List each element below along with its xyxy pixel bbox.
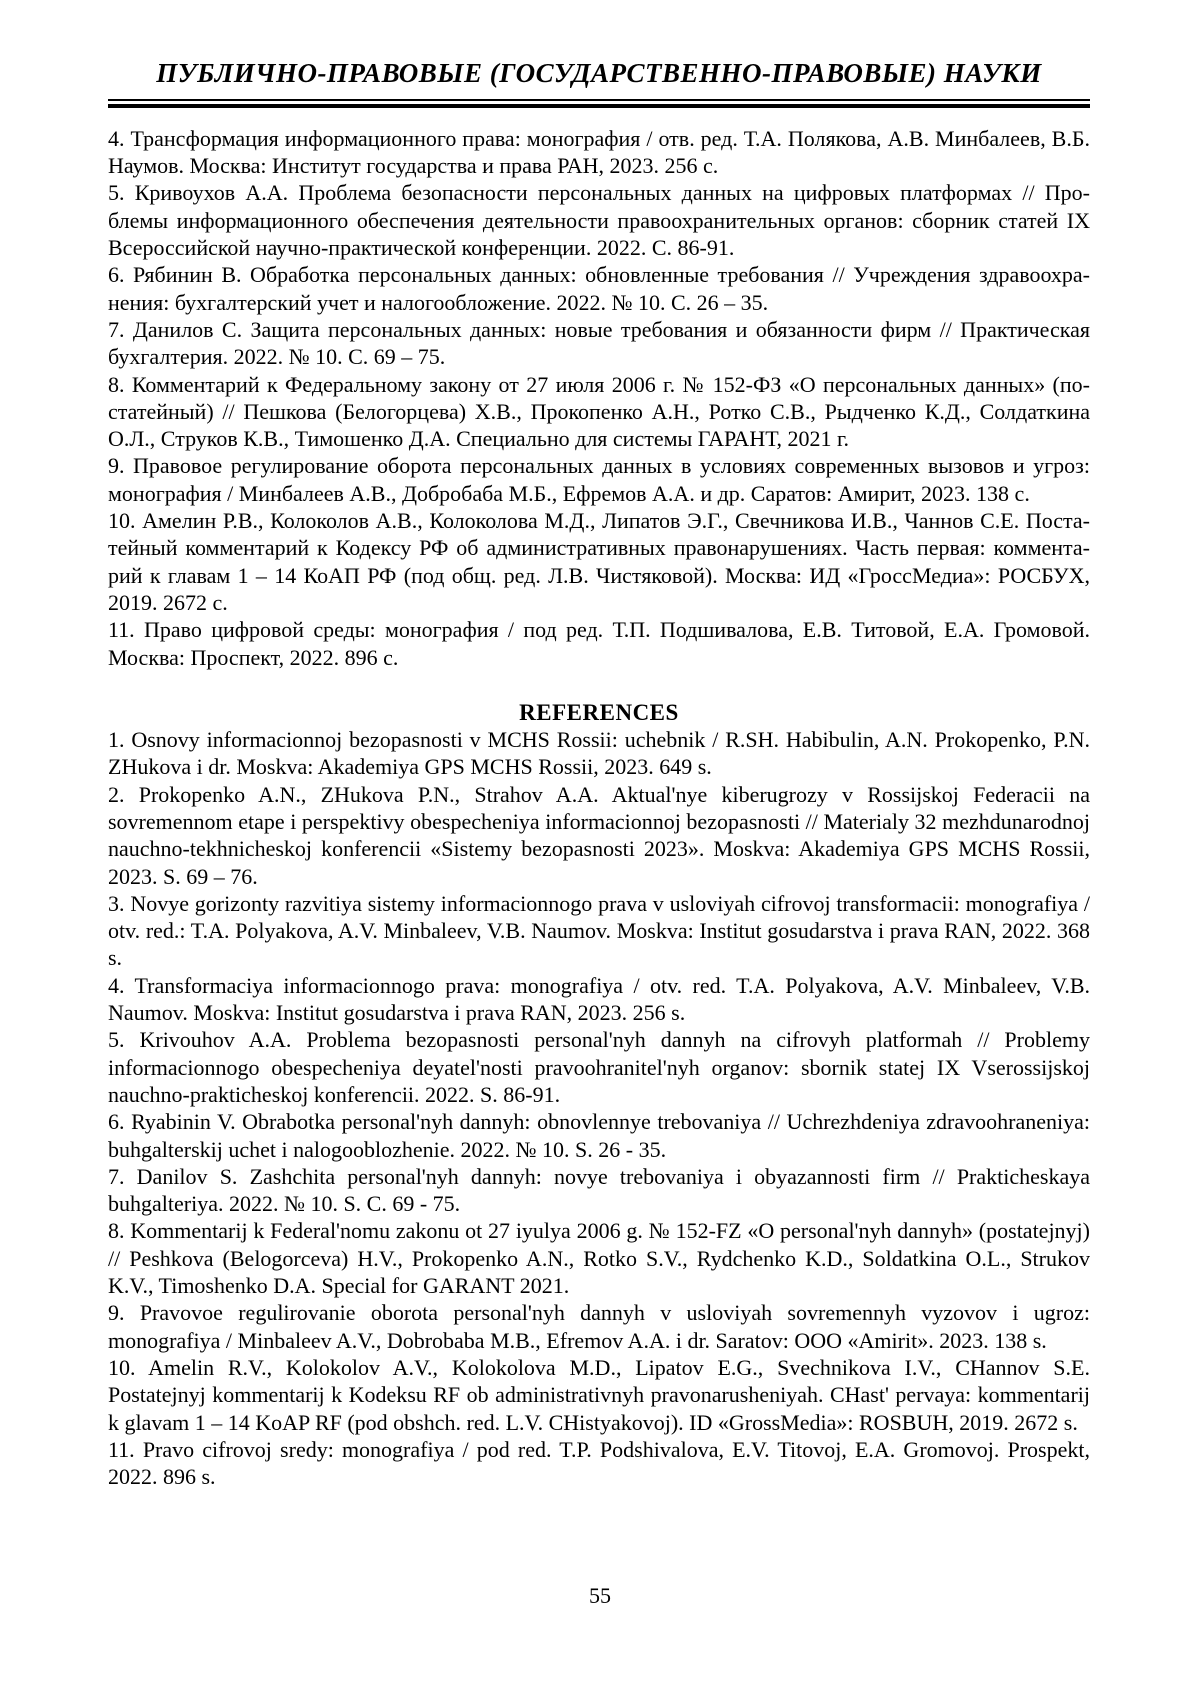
reference-item-russian: 7. Данилов С. Защита персональных данных: новые требования и обязанности фирм // Практическая бухгалтерия. 2022. № 10. С. 69 – 75. (108, 316, 1090, 370)
reference-item-latin: 4. Transformaciya informacionnogo prava: monografiya / otv. red. T.A. Polyakova, A.V. Minbaleev, V.B. Naumov. Moskva: Institut gosudarstva i prava RAN, 2023. 256 s. (108, 972, 1090, 1026)
reference-item-russian: 5. Кривоухов А.А. Проблема безопасности персональных данных на цифровых платформах // Проблемы информационного обеспечения деятельности правоохранительных органов: сборник статей IX Всероссийской научно-практической конференции. 2022. С. 86-91. (108, 180, 1090, 261)
page-title: ПУБЛИЧНО-ПРАВОВЫЕ (ГОСУДАРСТВЕННО-ПРАВОВЫЕ) НАУКИ (156, 58, 1042, 88)
page-body (108, 125, 1090, 1491)
reference-item-russian: 11. Право цифровой среды: монография / под ред. Т.П. Подшивалова, Е.В. Титовой, Е.А. Громовой. Москва: Проспект, 2022. 896 с. (108, 617, 1090, 670)
reference-item-latin: 1. Osnovy informacionnoj bezopasnosti v MCHS Rossii: uchebnik / R.SH. Habibulin, A.N. Prokopenko, P.N. ZHukova i dr. Moskva: Akademiya GPS MCHS Rossii, 2023. 649 s. (108, 727, 1090, 780)
page-header (108, 58, 1090, 108)
reference-item-latin: 2. Prokopenko A.N., ZHukova P.N., Strahov A.A. Aktual'nye kiberugrozy v Rossijskoj Federacii na sovremennom etape i perspektivy obespecheniya informacionnoj bezopasnosti // Materialy 32 mezhdunarodnoj nauchno-tekhnicheskoj konferencii «Sistemy bezopasnosti 2023». Moskva: Akademiya GPS MCHS Rossii, 2023. S. 69 – 76. (108, 781, 1090, 889)
reference-item-latin: 3. Novye gorizonty razvitiya sistemy informacionnogo prava v usloviyah cifrovoj transformacii: monografiya / otv. red.: T.A. Polyakova, A.V. Minbaleev, V.B. Naumov. Moskva: Institut gosudarstva i prava RAN, 2022. 368 s. (108, 890, 1090, 971)
reference-item-russian: 10. Амелин Р.В., Колоколов А.В., Колоколова М.Д., Липатов Э.Г., Свечникова И.В., Чаннов С.Е. Постатейный комментарий к Кодексу РФ об административных правонарушениях. Часть первая: комментарий к главам 1 – 14 КоАП РФ (под общ. ред. Л.В. Чистяковой). Москва: ИД «ГроссМедиа»: РОСБУХ, 2019. 2672 с. (108, 508, 1090, 615)
bibliography-russian-section (108, 125, 1090, 671)
reference-item-latin: 10. Amelin R.V., Kolokolov A.V., Kolokolova M.D., Lipatov E.G., Svechnikova I.V., CHannov S.E. Postatejnyj kommentarij k Kodeksu RF ob administrativnyh pravonarusheniyah. CHast' pervaya: kommentarij k glavam 1 – 14 KoAP RF (pod obshch. red. L.V. CHistyakovoj). ID «GrossMedia»: ROSBUH, 2019. 2672 s. (108, 1354, 1090, 1435)
reference-item-latin: 11. Pravo cifrovoj sredy: monografiya / pod red. T.P. Podshivalova, E.V. Titovoj, E.A. Gromovoj. Prospekt, 2022. 896 s. (108, 1436, 1090, 1490)
reference-item-latin: 6. Ryabinin V. Obrabotka personal'nyh dannyh: obnovlennye trebovaniya // Uchrezhdeniya zdravoohraneniya: buhgalterskij uchet i nalogooblozhenie. 2022. № 10. S. 26 - 35. (108, 1109, 1090, 1162)
reference-item-russian: 6. Рябинин В. Обработка персональных данных: обновленные требования // Учреждения здравоохранения: бухгалтерский учет и налогообложение. 2022. № 10. С. 26 – 35. (108, 262, 1090, 315)
header-divider (108, 99, 1090, 108)
references-heading: REFERENCES (519, 699, 679, 725)
reference-item-latin: 5. Krivouhov A.A. Problema bezopasnosti personal'nyh dannyh na cifrovyh platformah // Problemy informacionnogo obespecheniya deyatel'nosti pravoohranitel'nyh organov: sbornik statej IX Vserossijskoj nauchno-prakticheskoj konferencii. 2022. S. 86-91. (108, 1027, 1090, 1107)
reference-item-latin: 7. Danilov S. Zashchita personal'nyh dannyh: novye trebovaniya i obyazannosti firm // Prakticheskaya buhgalteriya. 2022. № 10. S. C. 69 - 75. (108, 1163, 1090, 1217)
reference-item-russian: 4. Трансформация информационного права: монография / отв. ред. Т.А. Полякова, А.В. Минбалеев, В.Б. Наумов. Москва: Институт государства и права РАН, 2023. 256 с. (108, 125, 1090, 179)
reference-item-russian: 9. Правовое регулирование оборота персональных данных в условиях современных вызовов и угроз: монография / Минбалеев А.В., Добробаба М.Б., Ефремов А.А. и др. Саратов: Амирит, 2023. 138 с. (108, 453, 1090, 506)
reference-item-latin: 8. Kommentarij k Federal'nomu zakonu ot 27 iyulya 2006 g. № 152-FZ «O personal'nyh dannyh» (postatejnyj) // Peshkova (Belogorceva) H.V., Prokopenko A.N., Rotko S.V., Rydchenko K.D., Soldatkina O.L., Strukov K.V., Timoshenko D.A. Special for GARANT 2021. (108, 1218, 1090, 1299)
references-latin-section (108, 726, 1090, 1490)
page-number: 55 (589, 1583, 611, 1608)
reference-item-latin: 9. Pravovoe regulirovanie oborota personal'nyh dannyh v usloviyah sovremennyh vyzovov i ugroz: monografiya / Minbaleev A.V., Dobrobaba M.B., Efremov A.A. i dr. Saratov: OOO «Amirit». 2023. 138 s. (108, 1300, 1090, 1353)
reference-item-russian: 8. Комментарий к Федеральному закону от 27 июля 2006 г. № 152-ФЗ «О персональных данных» (постатейный) // Пешкова (Белогорцева) Х.В., Прокопенко А.Н., Ротко С.В., Рыдченко К.Д., Солдаткина О.Л., Струков К.В., Тимошенко Д.А. Специально для системы ГАРАНТ, 2021 г. (108, 371, 1090, 452)
